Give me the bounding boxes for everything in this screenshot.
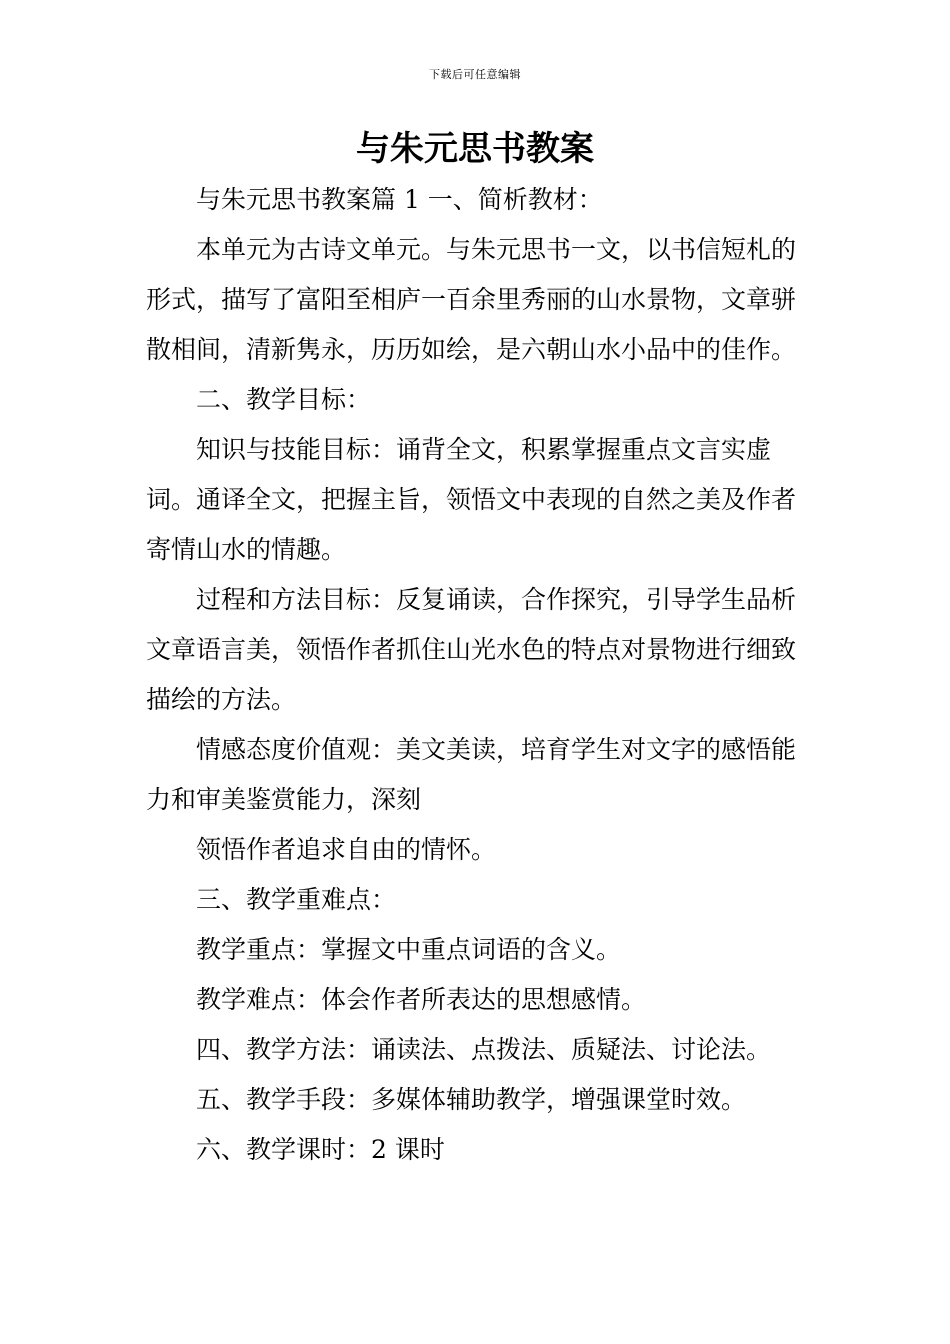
heading-objectives: 二、教学目标： [196,385,372,414]
paragraph-key-point: 教学重点：掌握文中重点词语的含义。 [196,935,622,964]
document-title: 与朱元思书教案 [356,129,594,169]
paragraph-emotion-goal-cont: 领悟作者追求自由的情怀。 [196,835,497,864]
paragraph-knowledge-goal: 知识与技能目标：诵背全文，积累掌握重点文言实虚词。通译全文，把握主旨，领悟文中表现的自然之美及作者寄情山水的情趣。 [146,435,797,564]
page-header-note: 下载后可任意编辑 [429,68,521,81]
paragraph-process-goal: 过程和方法目标：反复诵读，合作探究，引导学生品析文章语言美，领悟作者抓住山光水色的特点对景物进行细致描绘的方法。 [146,585,797,714]
paragraph-class-hours: 六、教学课时：2 课时 [196,1135,445,1164]
paragraph-intro: 与朱元思书教案篇 1 一、简析教材： [196,185,603,214]
paragraph-difficult-point: 教学难点：体会作者所表达的思想感情。 [196,985,647,1014]
document-body [146,175,806,1175]
paragraph-methods: 四、教学方法：诵读法、点拨法、质疑法、讨论法。 [196,1035,772,1064]
paragraph-emotion-goal: 情感态度价值观：美文美读，培育学生对文字的感悟能力和审美鉴赏能力，深刻 [146,735,797,814]
heading-key-points: 三、教学重难点： [196,885,397,914]
paragraph-means: 五、教学手段：多媒体辅助教学，增强课堂时效。 [196,1085,747,1114]
paragraph-analysis: 本单元为古诗文单元。与朱元思书一文，以书信短札的形式，描写了富阳至相庐一百余里秀丽的山水景物，文章骈散相间，清新隽永，历历如绘，是六朝山水小品中的佳作。 [146,235,797,364]
